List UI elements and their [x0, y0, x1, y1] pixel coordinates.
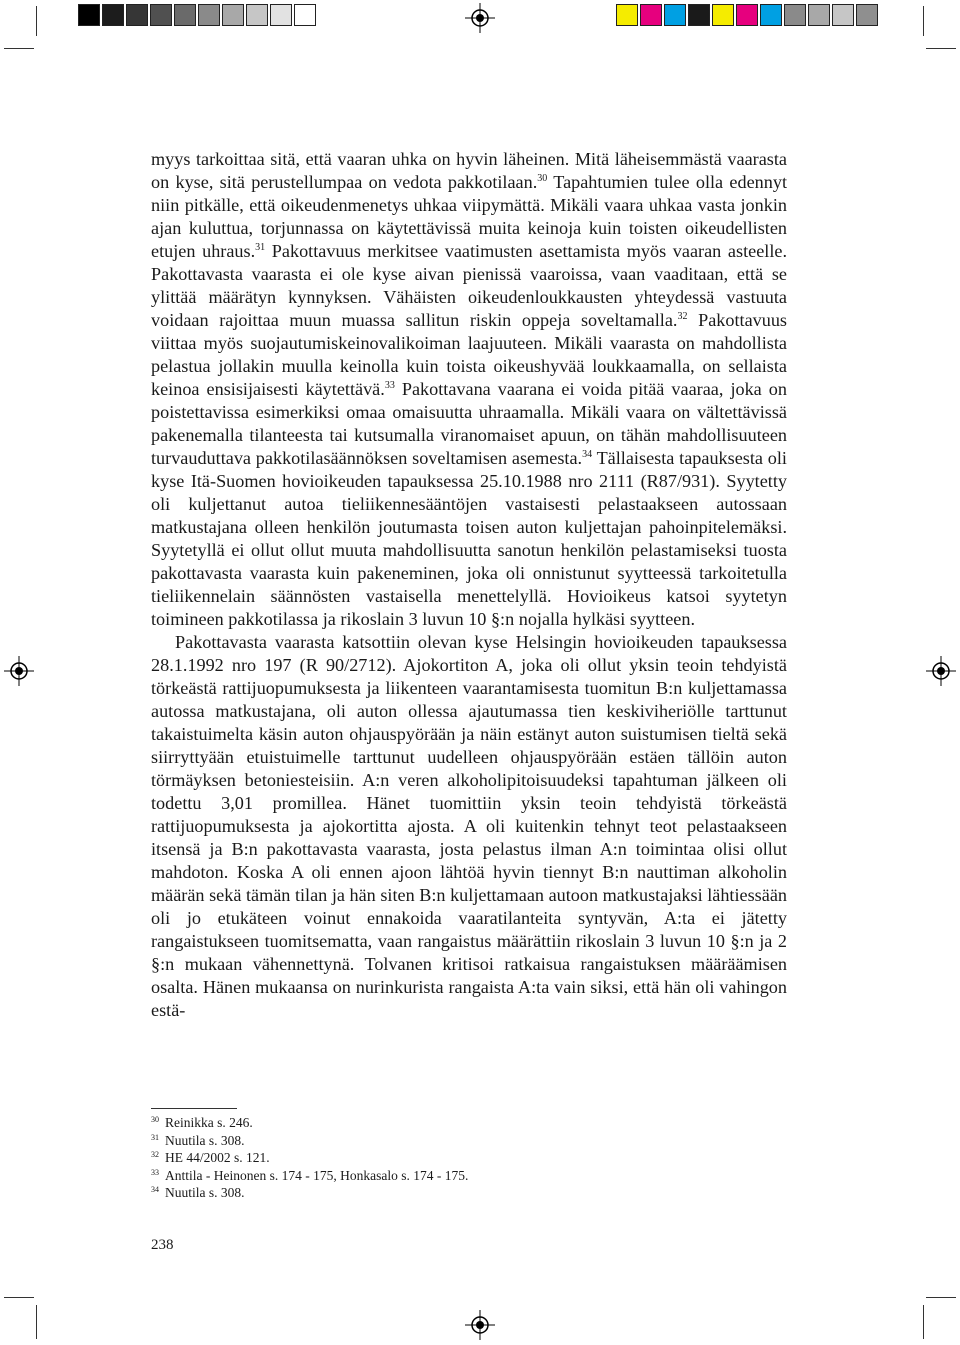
crop-mark [4, 1297, 34, 1298]
color-swatch [78, 4, 100, 26]
body-text [151, 148, 787, 1022]
footnote [151, 1184, 791, 1202]
color-swatch [616, 4, 638, 26]
crop-mark [926, 1297, 956, 1298]
footnote-separator [151, 1108, 237, 1109]
color-swatch [832, 4, 854, 26]
text-run: Tällaisesta tapauksesta oli kyse Itä-Suomen hovioikeuden tapauksessa 25.10.1988 nro 2111 (R87/931). Syytetty oli kuljettanut autoa tieliikennesääntöjen vastaisesti pelastaakseen autossaan matkustajana olleen henkilön joutumasta toisen auton kuljettajan pahoinpitelemäksi. Syytetyllä ei ollut ollut muuta mahdollisuutta sanotun henkilön pelastamiseksi tuosta pakottavasta vaarasta kuin pakeneminen, joka oli onnistunut syytteessä tarkoitetulla tieliikennelain säännösten vastaisella menettelyllä. Hovioikeus katsoi syytetyn toimineen pakkotilassa ja rikoslain 3 luvun 10 §:n nojalla hylkäsi syytteen. [151, 448, 787, 629]
text-run: Pakottavuus viittaa myös suojautumiskeinovalikoiman laajuuteen. Mikäli vaarasta on mahdollista pelastua jollakin muulla keinolla kuin toista oikeushyvää loukkaamalla, on sellaista keinoa ensisijaisesti käytettävä. [151, 310, 787, 399]
color-swatch [856, 4, 878, 26]
color-swatch [150, 4, 172, 26]
footnote-number: 31 [151, 1132, 159, 1142]
footnote-reference: 32 [677, 311, 688, 322]
footnote [151, 1167, 791, 1185]
crop-mark [923, 6, 924, 36]
color-swatch [126, 4, 148, 26]
paragraph [151, 631, 787, 1022]
footnote-number: 30 [151, 1115, 159, 1124]
crop-mark [923, 1305, 924, 1339]
footnote-number: 32 [151, 1150, 159, 1159]
footnote-text: Anttila - Heinonen s. 174 - 175, Honkasalo s. 174 - 175. [165, 1167, 469, 1183]
color-swatch [784, 4, 806, 26]
color-swatch [198, 4, 220, 26]
footnote-reference: 33 [384, 380, 395, 391]
color-swatch [808, 4, 830, 26]
text-run: myys tarkoittaa sitä, että vaaran uhka on hyvin läheinen. Mitä läheisemmästä vaarasta on kyse, sitä perustellumpaa on vedota pakkotilaan. [151, 149, 787, 192]
text-run: Pakottavana vaarana ei voida pitää vaaraa, joka on poistettavissa esimerkiksi omaa omaisuutta uhraamalla. Mikäli vaara on vältettävissä pakenemalla tilanteesta tai kutsumalla viranomaiset apuun, on tähän mahdollisuuteen turvauduttava pakkotilasäännöksen soveltamisen asemesta. [151, 379, 787, 468]
paragraph [151, 148, 787, 631]
color-swatch [174, 4, 196, 26]
crop-mark [36, 1305, 37, 1339]
footnote-reference: 31 [255, 242, 266, 253]
color-swatch [102, 4, 124, 26]
grayscale-color-bar [78, 4, 318, 26]
color-swatch [760, 4, 782, 26]
color-swatch [640, 4, 662, 26]
page-number: 238 [151, 1237, 174, 1253]
registration-mark-icon [926, 656, 956, 686]
registration-mark-icon [4, 656, 34, 686]
registration-mark-icon [465, 1310, 495, 1340]
color-swatch [736, 4, 758, 26]
color-swatch [712, 4, 734, 26]
color-swatch [294, 4, 316, 26]
crop-mark [36, 6, 37, 36]
footnote-number: 34 [151, 1185, 159, 1194]
footnote [151, 1132, 791, 1150]
color-swatch [688, 4, 710, 26]
footnote-text: Reinikka s. 246. [165, 1115, 253, 1130]
text-run: Pakottavuus merkitsee vaatimusten asettamista myös vaaran asteelle. Pakottavasta vaarasta ei ole kyse aivan pienissä vaaroissa, vaan vaaditaan, että se ylittää määrätyn kynnyksen. Vähäisten oikeudenloukkausten yhteydessä vastuuta voidaan rajoittaa muun muassa sallitun riskin oppeja soveltamalla. [151, 241, 787, 330]
footnote-reference: 34 [582, 449, 593, 460]
color-swatch [270, 4, 292, 26]
footnote-number: 33 [151, 1167, 159, 1177]
footnote-text: HE 44/2002 s. 121. [165, 1150, 270, 1165]
footnote-reference: 30 [537, 173, 548, 184]
footnote [151, 1149, 791, 1167]
crop-mark [4, 48, 34, 49]
footnote-text: Nuutila s. 308. [165, 1185, 245, 1200]
crop-mark [926, 48, 956, 49]
footnote-text: Nuutila s. 308. [165, 1132, 245, 1148]
text-run: Tapahtumien tulee olla edennyt niin pitkälle, että oikeudenmenetys uhkaa viipymättä. Mikäli vaara uhkaa vasta jonkin ajan kuluttua, torjunnassa on käytettävissä muita keinoja kuin toisten oikeudellisten etujen uhraus. [151, 172, 787, 261]
color-swatch [246, 4, 268, 26]
color-swatch [664, 4, 686, 26]
footnote [151, 1114, 791, 1132]
registration-mark-icon [465, 3, 495, 33]
text-run: Pakottavasta vaarasta katsottiin olevan kyse Helsingin hovioikeuden tapauksessa 28.1.1992 nro 197 (R 90/2712). Ajokortiton A, joka oli ollut yksin teoin tehdyistä törkeästä rattijuopumuksesta ja liikenteen vaarantamisesta tuomitun B:n kuljettamassa autossa matkustajana, oli auton ollessa ajautumassa tien keskiviheriölle tarttunut takaistuimelta käsin auton ohjauspyörään ja näin estänyt auton suistumisen tieltä sekä siirryttyään etuistuimelle tarttunut uudelleen ohjauspyörään estäen tällöin auton törmäyksen betoniesteisiin. A:n veren alkoholipitoisuudeksi tapahtuman jälkeen oli todettu 3,01 promillea. Hänet tuomittiin yksin teoin tehdyistä törkeästä rattijuopumuksesta ja ajokortitta ajosta. A oli kuitenkin tehnyt teot pelastaakseen itsensä ja B:n pakottavasta vaarasta, josta pelastus ilman A:n toimintaa olisi ollut mahdoton. Koska A oli ennen ajoon lähtöä hyvin tiennyt B:n nauttiman alkoholin määrän sekä tämän tilan ja hän siten B:n kuljettamaan autoon matkustajaksi lähtiessään oli jo etukäteen voinut ennakoida vaaratilanteita syntyvän, A:ta ei jätetty rangaistukseen tuomitsematta, vaan rangaistus määrättiin rikoslain 3 luvun 10 §:n ja 2 §:n mukaan vähennettynä. Tolvanen kritisoi ratkaisua rangaistuksen määräämisen osalta. Hänen mukaansa on nurinkurista rangaista A:ta vain siksi, että hän oli vahingon estä- [151, 632, 787, 1020]
cmyk-color-bar [616, 4, 880, 26]
footnotes [151, 1114, 791, 1202]
color-swatch [222, 4, 244, 26]
